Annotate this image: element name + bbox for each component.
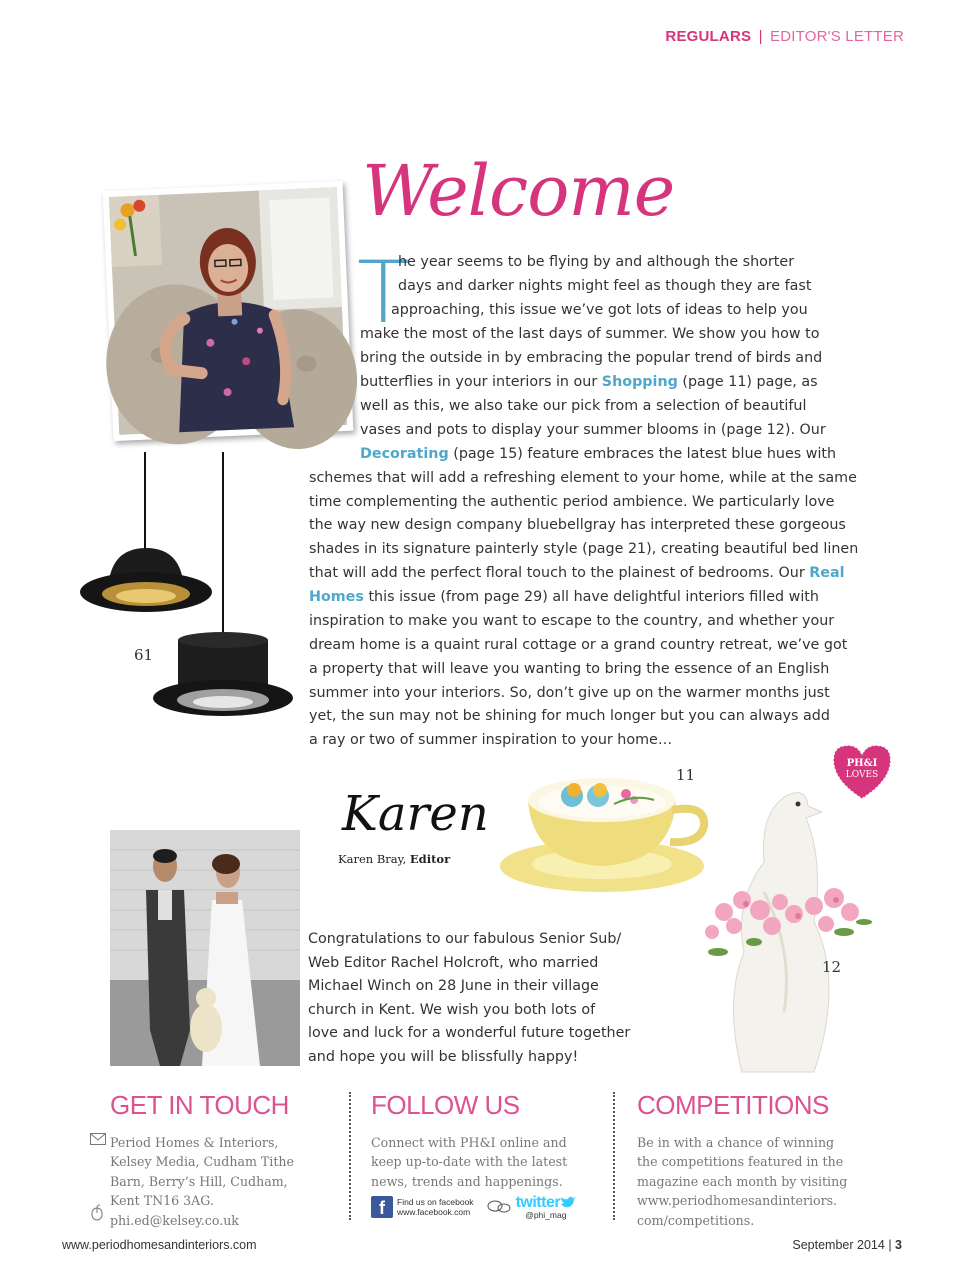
footer-divider [349,1092,351,1220]
homes-link[interactable]: Homes [309,589,364,605]
teacup-picture-number: 11 [676,766,696,784]
letter-line: a ray or two of summer inspiration to your home… [309,732,673,748]
letter-text: (page 11) page, as [682,374,818,390]
letter-line [360,443,836,467]
social-links [371,1194,576,1220]
twitter-handle: @phi_mag [525,1210,567,1220]
letter-line [309,586,819,610]
competitions-section [637,1090,847,1230]
letter-line: approaching, this issue we’ve got lots of ideas to help you [391,302,808,318]
twitter-link[interactable] [516,1194,577,1220]
signature-glyph: Karen [342,786,489,842]
letter-line [360,371,818,395]
competitions-line: magazine each month by visiting [637,1173,848,1189]
letter-text: feature embraces the latest blue hues with [527,446,837,462]
badge-line1: PH&I [846,758,878,769]
header-separator: | [758,28,763,45]
wedding-photo [110,830,300,1066]
facebook-line1: Find us on facebook [397,1197,474,1207]
letter-line: well as this, we also take our pick from a selection of beautiful [360,398,807,414]
page-title: Welcome [362,150,675,232]
email-link[interactable]: phi.ed@kelsey.co.uk [110,1212,239,1228]
letter-line: the way new design company bluebellgray has interpreted these gorgeous [309,517,846,533]
mouse-icon [90,1205,104,1225]
congrats-line: Web Editor Rachel Holcroft, who married [308,954,599,971]
congrats-line: and hope you will be blissfully happy! [308,1048,579,1065]
drop-cap: T [357,243,410,343]
letter-line: shades in its signature painterly style (page 21), creating beautiful bed linen [309,541,859,557]
letter-line: inspiration to make you want to escape to the country, and whether your [309,613,835,629]
congrats-line: Congratulations to our fabulous Senior Sub/ [308,931,622,947]
address-line: Kelsey Media, Cudham Tithe [110,1154,294,1170]
hat-pendant-lights-image [80,452,310,732]
facebook-link[interactable] [371,1196,474,1218]
letter-text: (page 15) [453,446,523,462]
twitter-logo: twitter [515,1194,561,1211]
address-line: Period Homes & Interiors, [110,1135,279,1150]
editor-name: Karen Bray, [338,852,407,866]
address-line: Kent TN16 3AG. [110,1193,214,1209]
editor-signature [338,766,489,846]
congratulations-note [308,928,630,1070]
letter-line: a property that will leave you wanting to bring the essence of an English [309,661,830,677]
letter-line: dream home is a quaint rural cottage or a grand country retreat, we’ve got [309,637,848,653]
folio-separator: | [888,1238,892,1252]
mail-icon [90,1130,106,1149]
letter-text: butterflies in your interiors in our [360,374,598,390]
page-number: 3 [895,1238,902,1252]
footer-divider [613,1092,615,1220]
editor-role: Editor [409,852,451,866]
subsection-label: EDITOR'S LETTER [770,28,904,45]
get-in-touch-heading: GET IN TOUCH [110,1090,289,1120]
letter-line: make the most of the last days of summer. We show you how to [360,326,820,342]
competitions-heading: COMPETITIONS [637,1090,829,1120]
letter-line: summer into your interiors. So, don’t give up on the warmer months just [309,685,830,701]
teacup-image [494,766,718,896]
address-line: Barn, Berry’s Hill, Cudham, [110,1173,288,1189]
get-in-touch-section [110,1090,294,1230]
competitions-line: Be in with a chance of winning [637,1135,835,1150]
letter-line: vases and pots to display your summer blooms in (page 12). Our [360,422,826,438]
competitions-url[interactable]: com/competitions. [637,1212,755,1228]
letter-line: time complementing the authentic period ambience. We particularly love [309,494,835,510]
real-link[interactable]: Real [809,565,845,581]
shopping-link[interactable]: Shopping [601,374,678,390]
letter-text: that will add the perfect floral touch to the plainest of bedrooms. Our [309,565,805,581]
letter-line: he year seems to be flying by and although the shorter [398,254,795,270]
signature-caption [338,852,450,866]
speech-bubble-icon [486,1199,512,1215]
facebook-icon: f [371,1196,393,1218]
congrats-line: love and luck for a wonderful future together [308,1025,631,1042]
follow-us-line: keep up-to-date with the latest [371,1154,568,1170]
follow-us-line: Connect with PH&I online and [371,1135,567,1150]
issue-date: September 2014 [792,1238,885,1252]
follow-us-heading: FOLLOW US [371,1090,520,1120]
competitions-line: the competitions featured in the [637,1154,844,1170]
badge-line2: LOVES [845,770,879,780]
decorating-link[interactable]: Decorating [360,446,449,462]
bird-vase-image [694,782,884,1074]
bird-picture-number: 12 [822,958,842,976]
letter-line: yet, the sun may not be shining for much longer but you can always add [309,708,830,724]
letter-line: bring the outside in by embracing the popular trend of birds and [360,350,823,366]
letter-line [309,562,845,586]
twitter-bird-icon [560,1196,576,1210]
editor-photo [103,181,354,441]
facebook-line2: www.facebook.com [397,1207,471,1217]
follow-us-section [371,1090,567,1191]
section-header [665,28,904,45]
website-url[interactable]: www.periodhomesandinteriors.com [62,1238,257,1252]
follow-us-line: news, trends and happenings. [371,1173,563,1189]
congrats-line: Michael Winch on 28 June in their village [308,978,599,995]
page-folio [792,1238,902,1252]
congrats-line: church in Kent. We wish you both lots of [308,1001,596,1018]
competitions-url[interactable]: www.periodhomesandinteriors. [637,1193,838,1209]
section-label: REGULARS [665,28,752,45]
letter-line: days and darker nights might feel as though they are fast [398,278,812,294]
letter-line: schemes that will add a refreshing element to your home, while at the same [309,470,857,486]
hats-picture-number: 61 [134,646,154,664]
letter-text: this issue (from page 29) all have delightful interiors filled with [368,589,819,605]
